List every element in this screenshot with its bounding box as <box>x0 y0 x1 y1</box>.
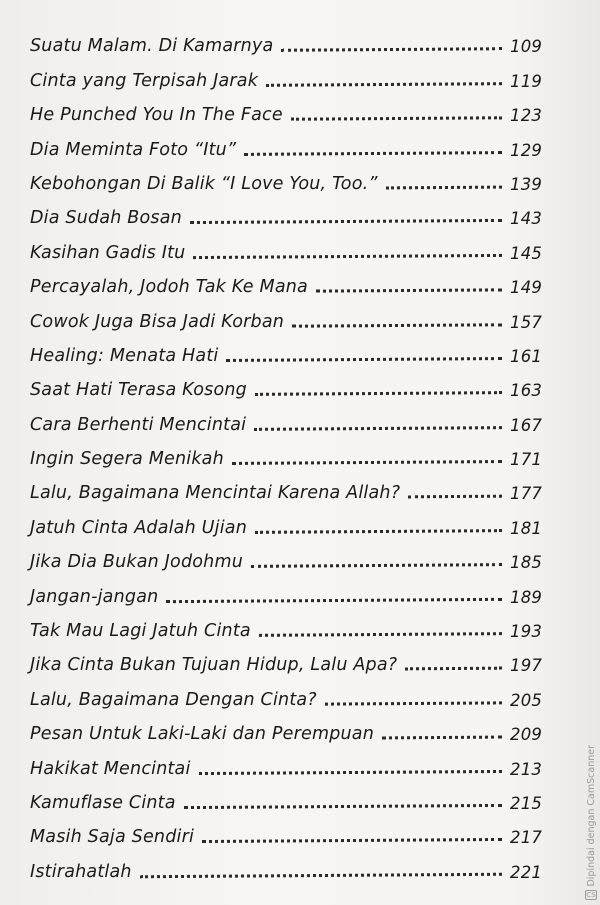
toc-row <box>30 91 542 125</box>
toc-page-number: 123 <box>510 106 543 126</box>
toc-row <box>30 744 542 778</box>
toc-row <box>30 194 542 228</box>
toc-title: Suatu Malam. Di Kamarnya <box>30 36 274 57</box>
dot-leader <box>386 186 502 190</box>
dot-leader <box>199 770 502 775</box>
dot-leader <box>184 804 502 809</box>
toc-title: Dia Sudah Bosan <box>30 208 182 229</box>
toc-row <box>30 469 542 503</box>
toc-row <box>30 538 542 572</box>
dot-leader <box>259 632 502 637</box>
toc-page-number: 145 <box>510 243 543 263</box>
toc-row <box>30 228 542 262</box>
toc-page-number: 193 <box>510 622 543 642</box>
toc-page-number: 189 <box>510 587 543 607</box>
dot-leader <box>244 151 502 156</box>
toc-page-number: 143 <box>510 209 543 229</box>
toc-title: Jika Cinta Bukan Tujuan Hidup, Lalu Apa? <box>30 655 398 676</box>
toc-page-number: 167 <box>510 415 543 435</box>
dot-leader <box>316 288 502 292</box>
toc-row <box>30 675 542 709</box>
toc-title: Cara Berhenti Mencintai <box>30 414 247 435</box>
toc-page-number: 209 <box>510 725 543 745</box>
toc-page-number: 139 <box>510 174 543 194</box>
toc-row <box>30 366 542 400</box>
dot-leader <box>255 529 502 534</box>
toc-row <box>30 435 542 469</box>
dot-leader <box>226 357 502 362</box>
toc-page-number: 197 <box>510 656 543 676</box>
toc-row <box>30 160 542 194</box>
toc-title: Kamuflase Cinta <box>30 792 176 813</box>
toc-title: He Punched You In The Face <box>30 105 283 126</box>
toc-title: Cowok Juga Bisa Jadi Korban <box>30 311 285 332</box>
toc-row <box>30 503 542 537</box>
toc-title: Saat Hati Terasa Kosong <box>30 380 247 401</box>
scanner-watermark <box>584 745 598 899</box>
dot-leader <box>281 48 502 53</box>
dot-leader <box>266 82 502 87</box>
dot-leader <box>291 116 502 120</box>
toc-page-number: 185 <box>510 553 543 573</box>
toc-row <box>30 572 542 606</box>
toc-title: Jangan-jangan <box>30 586 159 607</box>
dot-leader <box>193 254 502 259</box>
toc-page-number: 163 <box>510 381 543 401</box>
toc-row <box>30 641 542 675</box>
toc-row <box>30 56 542 90</box>
toc-page-number: 119 <box>510 71 543 91</box>
dot-leader <box>292 323 502 327</box>
toc-title: Lalu, Bagaimana Dengan Cinta? <box>30 689 317 710</box>
dot-leader <box>166 597 502 602</box>
toc-row <box>30 847 542 881</box>
toc-page-number: 205 <box>510 690 543 710</box>
toc-title: Lalu, Bagaimana Mencintai Karena Allah? <box>30 483 401 504</box>
toc-title: Percayalah, Jodoh Tak Ke Mana <box>30 277 308 298</box>
watermark-text: Dipindai dengan CamScanner <box>585 745 597 887</box>
toc-page-number: 157 <box>510 312 543 332</box>
dot-leader <box>140 873 502 879</box>
toc-row <box>30 297 542 331</box>
toc-title: Kasihan Gadis Itu <box>30 242 186 263</box>
toc-title: Dia Meminta Foto “Itu” <box>30 139 237 160</box>
dot-leader <box>202 838 502 843</box>
toc-page-number: 109 <box>510 37 543 57</box>
toc-title: Jika Dia Bukan Jodohmu <box>30 552 243 573</box>
toc-title: Hakikat Mencintai <box>30 758 191 779</box>
toc-page-number: 217 <box>510 828 543 848</box>
toc-page-number: 181 <box>510 518 543 538</box>
toc-page-number: 171 <box>510 450 543 470</box>
toc-row <box>30 332 542 366</box>
dot-leader <box>254 426 502 431</box>
toc-row <box>30 779 542 813</box>
dot-leader <box>251 563 502 568</box>
toc-row <box>30 263 542 297</box>
dot-leader <box>408 495 502 499</box>
dot-leader <box>325 701 502 705</box>
toc-title: Jatuh Cinta Adalah Ujian <box>30 517 248 538</box>
toc-row <box>30 125 542 159</box>
dot-leader <box>382 736 502 740</box>
toc-row <box>30 710 542 744</box>
toc-title: Ingin Segera Menikah <box>30 449 224 470</box>
toc-row <box>30 813 542 847</box>
camscanner-logo-icon: CS <box>586 890 596 899</box>
dot-leader <box>232 460 502 465</box>
toc-title: Healing: Menata Hati <box>30 345 219 366</box>
toc-row <box>30 607 542 641</box>
toc-page-number: 129 <box>510 140 543 160</box>
table-of-contents <box>30 22 542 882</box>
toc-title: Kebohongan Di Balik “I Love You, Too.” <box>30 173 378 194</box>
toc-row <box>30 22 542 56</box>
toc-title: Tak Mau Lagi Jatuh Cinta <box>30 621 251 642</box>
toc-row <box>30 400 542 434</box>
toc-page-number: 221 <box>510 862 543 882</box>
dot-leader <box>405 667 502 671</box>
toc-title: Masih Saja Sendiri <box>30 827 195 848</box>
toc-page-number: 215 <box>510 793 543 813</box>
toc-title: Istirahatlah <box>30 861 132 882</box>
toc-page-number: 177 <box>510 484 543 504</box>
toc-title: Cinta yang Terpisah Jarak <box>30 70 259 91</box>
toc-title: Pesan Untuk Laki-Laki dan Perempuan <box>30 724 375 745</box>
toc-page-number: 161 <box>510 346 543 366</box>
toc-page-number: 213 <box>510 759 543 779</box>
dot-leader <box>255 391 502 396</box>
toc-page-number: 149 <box>510 278 543 298</box>
dot-leader <box>190 219 502 224</box>
